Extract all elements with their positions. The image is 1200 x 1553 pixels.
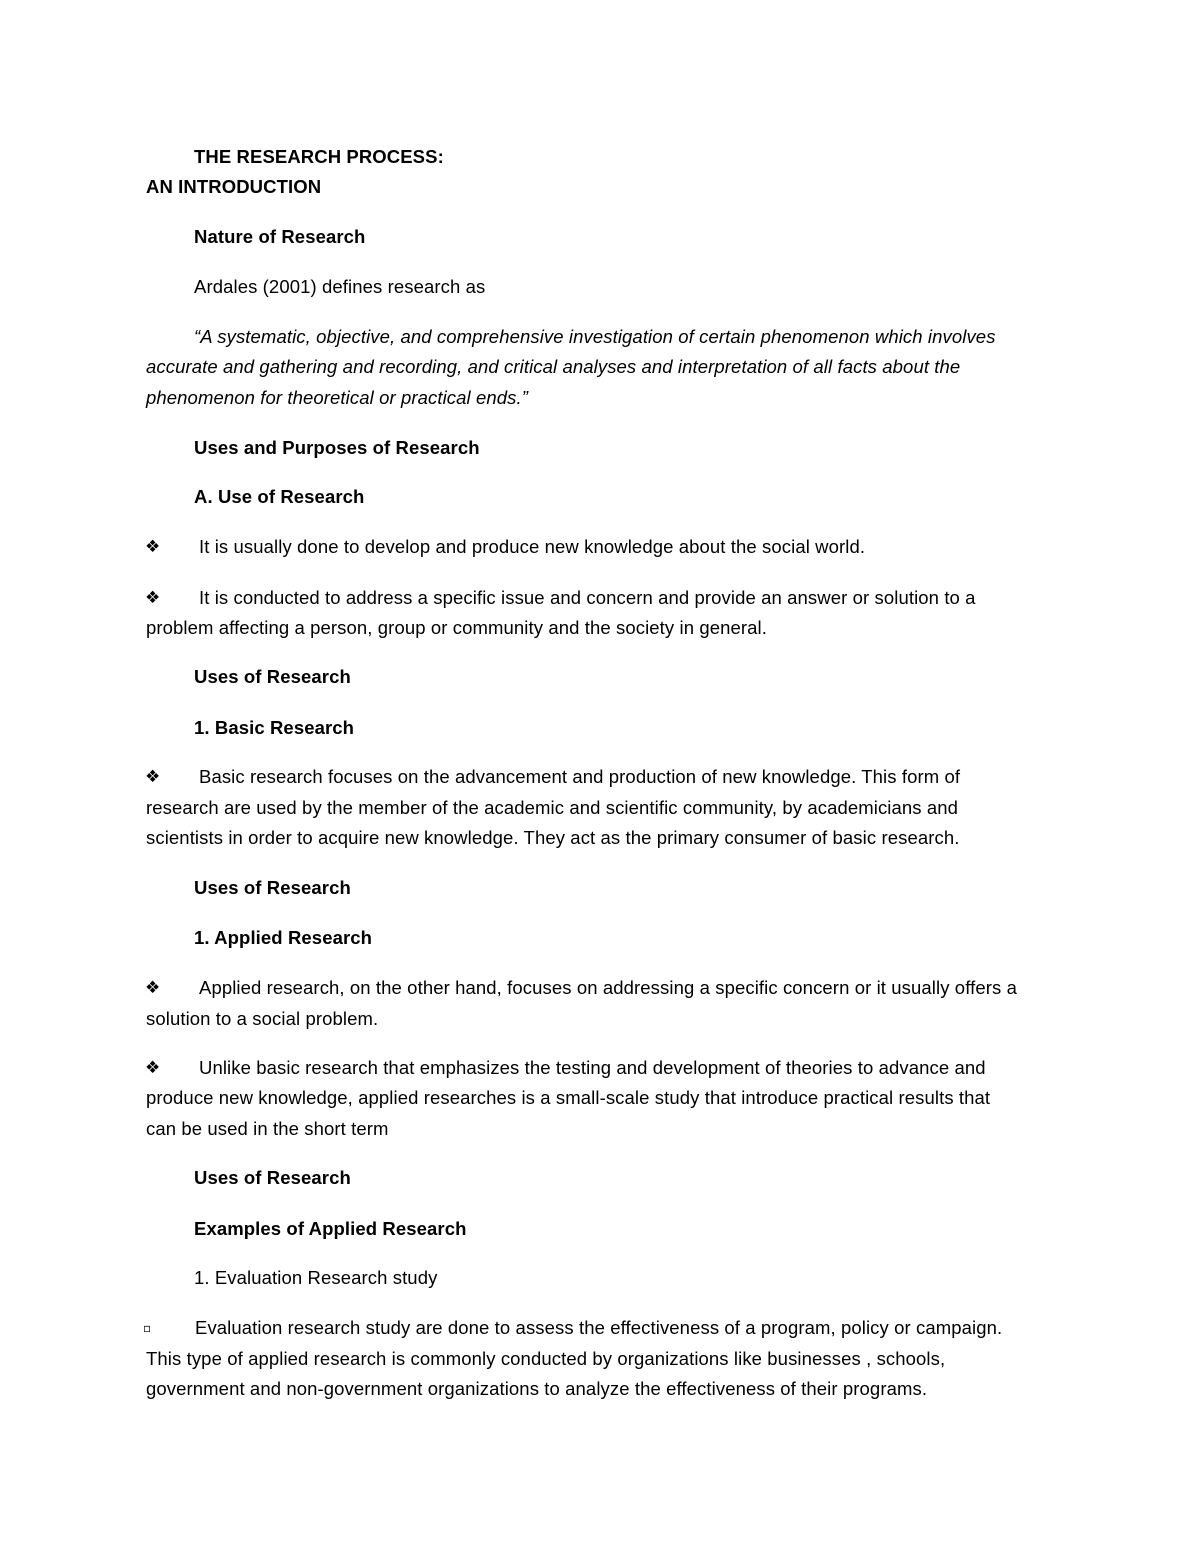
quote-line-1: “A systematic, objective, and comprehensive investigation of certain phenomenon which involves bbox=[194, 326, 996, 347]
heading-uses-of-research-basic: Uses of Research bbox=[194, 666, 351, 687]
nature-intro-text: Ardales (2001) defines research as bbox=[194, 276, 486, 297]
diamond-bullet-icon: ❖ bbox=[145, 1058, 161, 1078]
applied-bullet-1-line-2: solution to a social problem. bbox=[146, 1008, 379, 1029]
subheading-basic-research: 1. Basic Research bbox=[194, 717, 355, 738]
quote-line-3: phenomenon for theoretical or practical ends.” bbox=[146, 387, 529, 408]
example-item-evaluation: 1. Evaluation Research study bbox=[194, 1267, 438, 1288]
applied-bullet-1-line-1: Applied research, on the other hand, focuses on addressing a specific concern or it usually offers a bbox=[199, 977, 1017, 998]
small-square-bullet-icon: ▫ bbox=[143, 1321, 152, 1335]
diamond-bullet-icon: ❖ bbox=[145, 978, 161, 998]
diamond-bullet-icon: ❖ bbox=[145, 588, 161, 608]
basic-bullet-line-2: research are used by the member of the academic and scientific community, by academicians and bbox=[146, 797, 959, 818]
diamond-bullet-icon: ❖ bbox=[145, 537, 161, 557]
use-bullet-2-line-2: problem affecting a person, group or community and the society in general. bbox=[146, 617, 767, 638]
basic-bullet-line-3: scientists in order to acquire new knowledge. They act as the primary consumer of basic research. bbox=[146, 827, 960, 848]
subheading-applied-research: 1. Applied Research bbox=[194, 927, 373, 948]
evaluation-bullet-line-2: This type of applied research is commonly conducted by organizations like businesses , schools, bbox=[146, 1348, 946, 1369]
subheading-use-of-research: A. Use of Research bbox=[194, 486, 365, 507]
quote-line-2: accurate and gathering and recording, and critical analyses and interpretation of all facts about the bbox=[146, 356, 961, 377]
heading-uses-of-research-applied: Uses of Research bbox=[194, 877, 351, 898]
subheading-examples-applied: Examples of Applied Research bbox=[194, 1218, 467, 1239]
applied-bullet-2-line-2: produce new knowledge, applied researches is a small-scale study that introduce practical results that bbox=[146, 1087, 991, 1108]
heading-uses-and-purposes: Uses and Purposes of Research bbox=[194, 437, 480, 458]
use-bullet-1-line-1: It is usually done to develop and produce new knowledge about the social world. bbox=[199, 536, 866, 557]
applied-bullet-2-line-1: Unlike basic research that emphasizes the testing and development of theories to advance and bbox=[199, 1057, 986, 1078]
title-line-1: THE RESEARCH PROCESS: bbox=[194, 146, 444, 167]
title-line-2: AN INTRODUCTION bbox=[146, 176, 322, 197]
use-bullet-2-line-1: It is conducted to address a specific issue and concern and provide an answer or solution to a bbox=[199, 587, 976, 608]
evaluation-bullet-line-3: government and non-government organizations to analyze the effectiveness of their programs. bbox=[146, 1378, 928, 1399]
applied-bullet-2-line-3: can be used in the short term bbox=[146, 1118, 389, 1139]
heading-uses-of-research-examples: Uses of Research bbox=[194, 1167, 351, 1188]
diamond-bullet-icon: ❖ bbox=[145, 767, 161, 787]
basic-bullet-line-1: Basic research focuses on the advancement and production of new knowledge. This form of bbox=[199, 766, 961, 787]
evaluation-bullet-line-1: Evaluation research study are done to assess the effectiveness of a program, policy or campaign. bbox=[195, 1317, 1003, 1338]
heading-nature-of-research: Nature of Research bbox=[194, 226, 366, 247]
